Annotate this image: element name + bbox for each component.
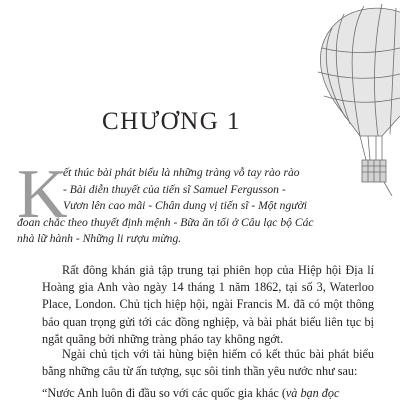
chapter-summary bbox=[17, 165, 383, 248]
summary-line: - Bài diễn thuyết của tiến sĩ Samuel Fergusson - bbox=[63, 182, 286, 196]
quote-text: “Nước Anh luôn đi đầu so với các quốc gia khác ( bbox=[42, 386, 286, 400]
summary-line: nhà lữ hành - Những li rượu mừng. bbox=[17, 232, 182, 245]
body-paragraph: Ngài chủ tịch với tài hùng biện hiếm có kết thúc bài phát biểu bằng những câu từ ấn tượng, sục sôi tinh thần yêu nước như sau: bbox=[42, 347, 374, 379]
summary-line: đoan chắc theo thuyết định mệnh - Bữa ăn tối ở Câu lạc bộ Các bbox=[17, 215, 314, 229]
chapter-title: CHƯƠNG 1 bbox=[102, 108, 242, 135]
summary-line: Vươn lên cao mãi - Chân dung vị tiến sĩ - Một người bbox=[63, 199, 307, 212]
drop-cap: K bbox=[17, 156, 68, 233]
quote-line bbox=[42, 385, 392, 402]
summary-line: ết thúc bài phát biểu là những tràng vỗ tay rào rào bbox=[63, 166, 300, 179]
quote-italic-text: và bạn đọc bbox=[285, 386, 340, 400]
body-paragraph: Rất đông khán giả tập trung tại phiên họp của Hiệp hội Địa lí Hoàng gia Anh vào ngày 14 tháng 1 năm 1862, tại số 3, Waterloo Place, London. Chủ tịch hiệp hội, ngài Francis M. đã có một thông báo quan trọng gửi tới các đồng nghiệp, và bài phát biểu liên tục bị ngắt quãng bởi những tràng pháo tay không ngớt. bbox=[42, 263, 374, 346]
